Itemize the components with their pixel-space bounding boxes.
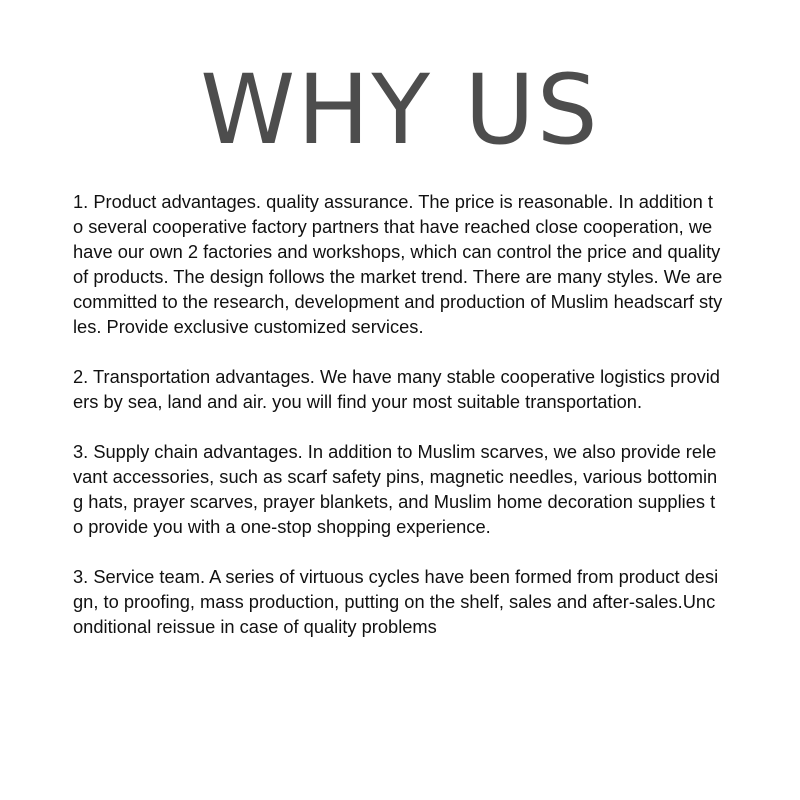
page-title: WHY US [200, 54, 600, 166]
paragraph-product-advantages: 1. Product advantages. quality assurance. The price is reasonable. In addition to several cooperative factory partners that have reached close cooperation, we have our own 2 factories and workshops, which can control the price and quality of products. The design follows the market trend. There are many styles. We are committed to the research, development and production of Muslim headscarf styles. Provide exclusive customized services. [73, 191, 723, 337]
paragraph-supply-chain-advantages: 3. Supply chain advantages. In addition to Muslim scarves, we also provide relevant accessories, such as scarf safety pins, magnetic needles, various bottoming hats, prayer scarves, prayer blankets, and Muslim home decoration supplies to provide you with a one-stop shopping experience. [73, 441, 718, 537]
advantages-list [73, 189, 723, 639]
paragraph-service-team: 3. Service team. A series of virtuous cycles have been formed from product design, to proofing, mass production, putting on the shelf, sales and after-sales.Unconditional reissue in case of quality problems [73, 566, 719, 637]
paragraph-transportation-advantages: 2. Transportation advantages. We have many stable cooperative logistics providers by sea, land and air. you will find your most suitable transportation. [73, 366, 720, 412]
